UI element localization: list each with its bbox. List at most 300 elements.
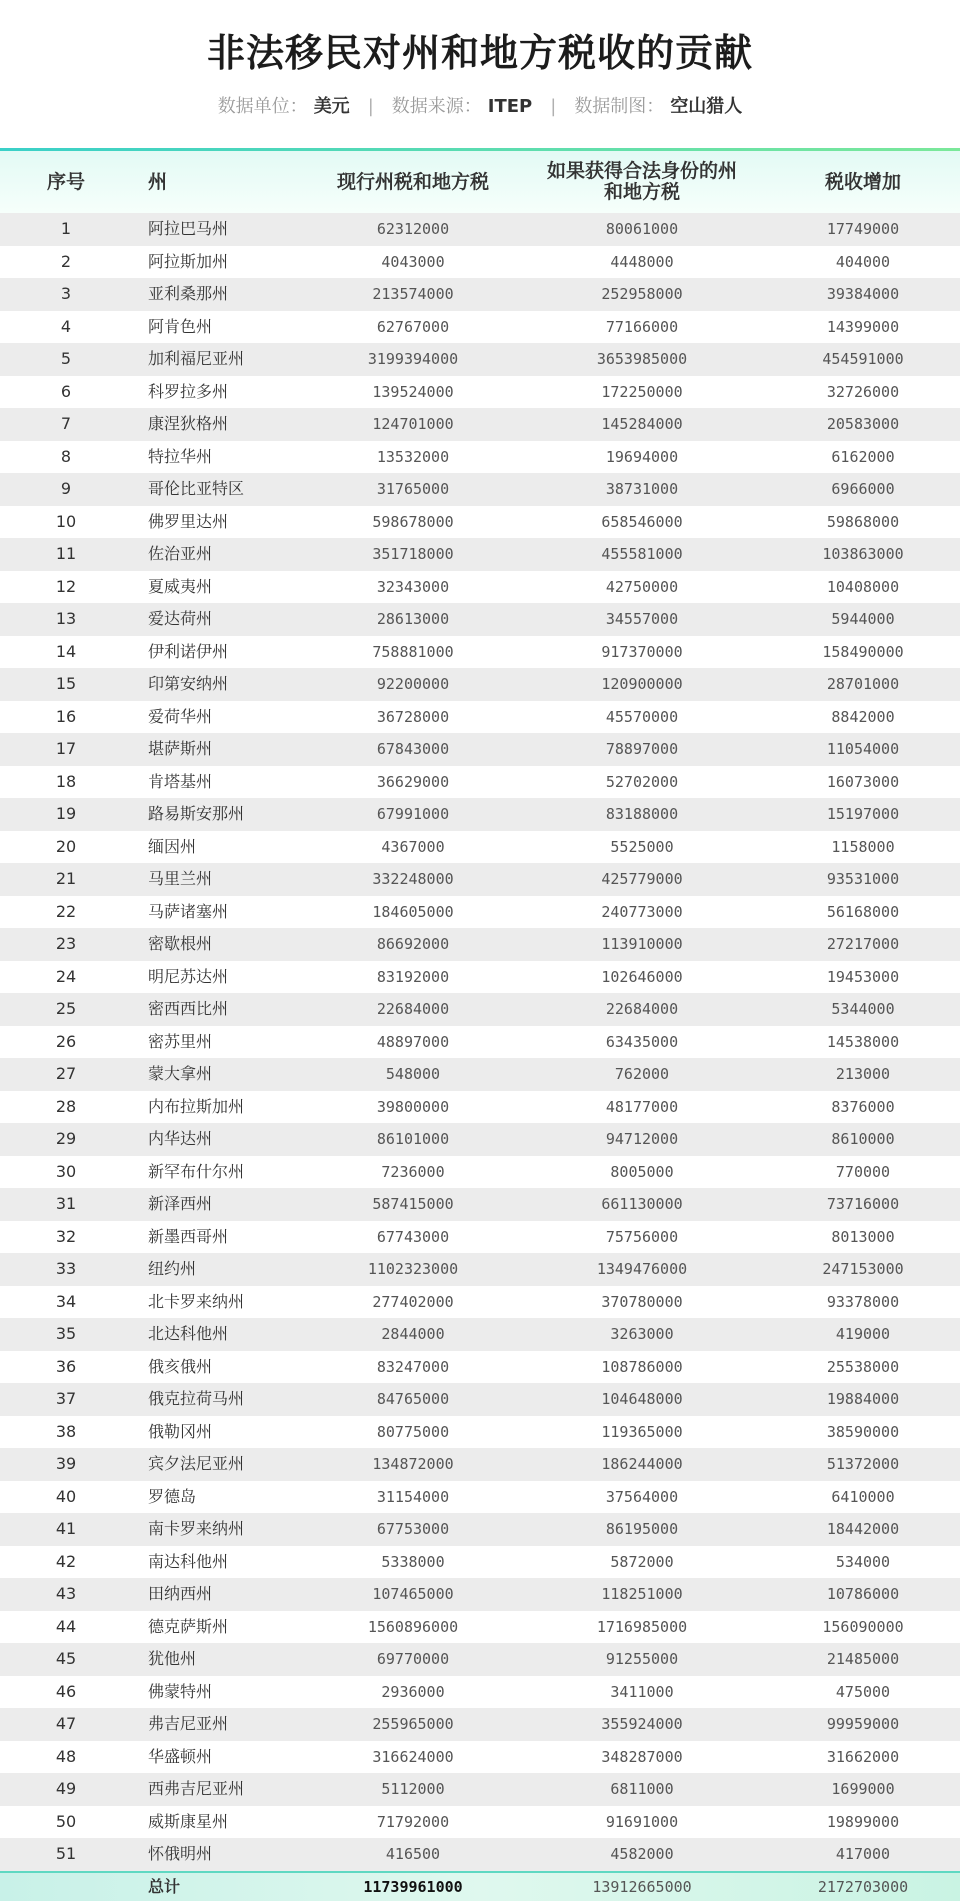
row-index: 17 xyxy=(55,739,77,758)
row-legal-tax: 77166000 xyxy=(605,317,679,336)
row-legal-tax: 94712000 xyxy=(605,1130,679,1148)
row-legal-tax: 186244000 xyxy=(601,1455,683,1473)
table-row xyxy=(0,538,960,571)
row-index: 38 xyxy=(55,1421,77,1441)
row-legal-tax: 355924000 xyxy=(601,1715,683,1733)
row-legal-tax: 661130000 xyxy=(601,1195,683,1213)
row-index: 50 xyxy=(55,1811,77,1831)
row-increase: 19453000 xyxy=(826,967,900,986)
row-increase: 10408000 xyxy=(826,577,900,596)
row-legal-tax: 38731000 xyxy=(605,480,679,498)
row-current-tax: 2936000 xyxy=(381,1682,445,1701)
row-state: 爱达荷州 xyxy=(148,609,213,628)
row-increase: 14538000 xyxy=(826,1032,900,1051)
row-legal-tax: 762000 xyxy=(614,1065,670,1083)
row-state: 内布拉斯加州 xyxy=(148,1096,245,1116)
row-index: 19 xyxy=(55,804,77,823)
row-legal-tax: 48177000 xyxy=(605,1097,679,1116)
row-index: 21 xyxy=(55,869,77,888)
table-row xyxy=(0,668,960,701)
row-index: 5 xyxy=(60,349,72,368)
row-increase: 11054000 xyxy=(826,740,900,758)
row-index: 11 xyxy=(55,544,77,563)
row-index: 24 xyxy=(55,966,77,986)
table-row xyxy=(0,1773,960,1806)
row-state: 犹他州 xyxy=(148,1649,197,1668)
row-legal-tax: 86195000 xyxy=(605,1520,679,1538)
table-row xyxy=(0,473,960,506)
table-row xyxy=(0,831,960,864)
table-row xyxy=(0,1741,960,1774)
row-legal-tax: 658546000 xyxy=(601,512,683,531)
row-increase: 1158000 xyxy=(831,837,895,856)
row-current-tax: 124701000 xyxy=(372,415,454,433)
row-legal-tax: 80061000 xyxy=(605,220,679,238)
row-index: 33 xyxy=(55,1259,77,1278)
row-state: 伊利诺伊州 xyxy=(148,641,229,661)
row-current-tax: 4043000 xyxy=(381,252,445,271)
row-legal-tax: 118251000 xyxy=(601,1585,683,1603)
row-current-tax: 69770000 xyxy=(376,1650,450,1668)
table-row xyxy=(0,1611,960,1644)
row-current-tax: 22684000 xyxy=(376,1000,450,1018)
row-current-tax: 134872000 xyxy=(372,1455,454,1473)
row-increase: 6966000 xyxy=(831,480,895,498)
row-current-tax: 67991000 xyxy=(376,805,450,823)
row-index: 10 xyxy=(55,511,77,531)
row-index: 40 xyxy=(55,1486,77,1506)
row-legal-tax: 425779000 xyxy=(601,870,683,888)
row-increase: 32726000 xyxy=(826,382,900,401)
row-increase: 18442000 xyxy=(826,1520,900,1538)
row-current-tax: 5112000 xyxy=(381,1780,445,1798)
row-state: 佛罗里达州 xyxy=(148,511,229,531)
row-state: 明尼苏达州 xyxy=(148,966,229,986)
total-legal: 13912665000 xyxy=(592,1878,692,1896)
table-body xyxy=(0,213,960,1871)
row-index: 30 xyxy=(55,1161,77,1181)
row-index: 15 xyxy=(55,674,77,693)
table-row xyxy=(0,213,960,246)
row-current-tax: 31765000 xyxy=(376,480,450,498)
row-current-tax: 255965000 xyxy=(372,1715,454,1733)
row-index: 36 xyxy=(55,1356,77,1376)
row-state: 密西西比州 xyxy=(148,999,229,1018)
row-increase: 19884000 xyxy=(826,1390,900,1408)
row-state: 田纳西州 xyxy=(148,1584,213,1603)
table-row xyxy=(0,1806,960,1839)
total-current: 11739961000 xyxy=(363,1878,463,1896)
row-state: 纽约州 xyxy=(148,1259,197,1278)
row-increase: 417000 xyxy=(835,1845,891,1863)
table-row xyxy=(0,1578,960,1611)
header-increase: 税收增加 xyxy=(824,170,901,193)
row-increase: 5944000 xyxy=(831,610,895,628)
row-current-tax: 62767000 xyxy=(376,317,450,336)
table-row xyxy=(0,1383,960,1416)
row-current-tax: 1102323000 xyxy=(367,1260,459,1278)
row-legal-tax: 102646000 xyxy=(601,967,683,986)
table-row xyxy=(0,603,960,636)
row-index: 6 xyxy=(60,381,72,401)
source-label: 数据来源： xyxy=(391,96,482,117)
table-row xyxy=(0,1188,960,1221)
row-state: 加利福尼亚州 xyxy=(148,349,245,368)
row-increase: 103863000 xyxy=(822,545,904,563)
row-state: 南卡罗来纳州 xyxy=(148,1519,245,1538)
maker-value: 空山猎人 xyxy=(670,96,743,117)
table-row xyxy=(0,1058,960,1091)
row-increase: 17749000 xyxy=(826,220,900,238)
table-row xyxy=(0,408,960,441)
row-current-tax: 32343000 xyxy=(376,577,450,596)
row-increase: 14399000 xyxy=(826,317,900,336)
table-row xyxy=(0,1221,960,1254)
row-index: 41 xyxy=(55,1519,77,1538)
row-increase: 56168000 xyxy=(826,902,900,921)
row-current-tax: 86692000 xyxy=(376,935,450,953)
row-current-tax: 28613000 xyxy=(376,610,450,628)
row-increase: 213000 xyxy=(835,1065,891,1083)
row-state: 俄亥俄州 xyxy=(148,1356,213,1376)
row-legal-tax: 4582000 xyxy=(610,1845,674,1863)
row-legal-tax: 78897000 xyxy=(605,740,679,758)
row-state: 路易斯安那州 xyxy=(148,804,245,823)
row-increase: 8013000 xyxy=(831,1227,895,1246)
row-legal-tax: 75756000 xyxy=(605,1227,679,1246)
table-row xyxy=(0,766,960,799)
row-index: 1 xyxy=(60,219,72,238)
row-state: 亚利桑那州 xyxy=(148,284,229,303)
row-legal-tax: 172250000 xyxy=(601,382,683,401)
table-row xyxy=(0,1416,960,1449)
row-index: 16 xyxy=(55,706,77,726)
row-index: 43 xyxy=(55,1584,77,1603)
row-legal-tax: 5525000 xyxy=(610,837,674,856)
row-current-tax: 587415000 xyxy=(372,1195,454,1213)
table-row xyxy=(0,1546,960,1579)
table-row xyxy=(0,1156,960,1189)
row-legal-tax: 19694000 xyxy=(605,447,679,466)
header-current-tax: 现行州税和地方税 xyxy=(336,170,489,193)
separator: | xyxy=(550,96,557,117)
row-state: 肯塔基州 xyxy=(148,771,213,791)
row-increase: 73716000 xyxy=(826,1195,900,1213)
row-current-tax: 92200000 xyxy=(376,675,450,693)
page-title: 非法移民对州和地方税收的贡献 xyxy=(206,31,753,75)
row-increase: 16073000 xyxy=(826,772,900,791)
row-legal-tax: 5872000 xyxy=(610,1552,674,1571)
row-increase: 10786000 xyxy=(826,1585,900,1603)
table-row xyxy=(0,1286,960,1319)
row-legal-tax: 348287000 xyxy=(601,1747,683,1766)
row-index: 34 xyxy=(55,1291,77,1311)
row-current-tax: 4367000 xyxy=(381,837,445,856)
separator: | xyxy=(367,96,374,117)
row-increase: 8610000 xyxy=(831,1130,895,1148)
row-index: 18 xyxy=(55,771,77,791)
source-value: ITEP xyxy=(487,96,533,117)
table-row xyxy=(0,1318,960,1351)
row-increase: 8376000 xyxy=(831,1097,895,1116)
row-current-tax: 67743000 xyxy=(376,1227,450,1246)
row-legal-tax: 63435000 xyxy=(605,1032,679,1051)
row-index: 7 xyxy=(60,414,72,433)
row-current-tax: 107465000 xyxy=(372,1585,454,1603)
row-state: 缅因州 xyxy=(148,836,197,856)
row-index: 47 xyxy=(55,1714,77,1733)
unit-value: 美元 xyxy=(313,96,350,117)
table-row xyxy=(0,246,960,279)
row-state: 俄克拉荷马州 xyxy=(148,1389,245,1408)
row-increase: 1699000 xyxy=(831,1780,895,1798)
row-state: 夏威夷州 xyxy=(148,576,213,596)
table-row xyxy=(0,1643,960,1676)
table-row xyxy=(0,1838,960,1871)
table-row xyxy=(0,311,960,344)
table-row xyxy=(0,993,960,1026)
table-row xyxy=(0,1513,960,1546)
table-row xyxy=(0,441,960,474)
row-index: 2 xyxy=(60,251,72,271)
table-row xyxy=(0,928,960,961)
row-current-tax: 5338000 xyxy=(381,1552,445,1571)
row-state: 爱荷华州 xyxy=(148,706,213,726)
header-legal-tax-text: 如果获得合法身份的州和地方税 xyxy=(547,160,738,203)
row-current-tax: 48897000 xyxy=(376,1032,450,1051)
row-index: 22 xyxy=(55,901,77,921)
table-row xyxy=(0,1351,960,1384)
row-legal-tax: 83188000 xyxy=(605,805,679,823)
row-current-tax: 1560896000 xyxy=(367,1617,459,1636)
row-legal-tax: 8005000 xyxy=(610,1162,674,1181)
row-state: 佐治亚州 xyxy=(148,544,213,563)
row-current-tax: 83247000 xyxy=(376,1357,450,1376)
row-increase: 20583000 xyxy=(826,415,900,433)
unit-label: 数据单位： xyxy=(217,96,308,117)
table-row xyxy=(0,636,960,669)
table-row xyxy=(0,961,960,994)
row-current-tax: 80775000 xyxy=(376,1422,450,1441)
table-row xyxy=(0,1708,960,1741)
table-row xyxy=(0,1091,960,1124)
row-state: 佛蒙特州 xyxy=(148,1681,213,1701)
row-increase: 93378000 xyxy=(826,1292,900,1311)
row-legal-tax: 34557000 xyxy=(605,610,679,628)
row-legal-tax: 104648000 xyxy=(601,1390,683,1408)
row-current-tax: 7236000 xyxy=(381,1162,445,1181)
row-increase: 59868000 xyxy=(826,512,900,531)
row-index: 9 xyxy=(60,479,72,498)
row-increase: 770000 xyxy=(835,1162,891,1181)
row-state: 马萨诸塞州 xyxy=(148,901,229,921)
row-state: 密歇根州 xyxy=(148,934,213,953)
row-current-tax: 3199394000 xyxy=(367,350,459,368)
row-index: 45 xyxy=(55,1649,77,1668)
table-row xyxy=(0,1026,960,1059)
header-index: 序号 xyxy=(46,170,85,193)
row-index: 13 xyxy=(55,609,77,628)
row-legal-tax: 42750000 xyxy=(605,577,679,596)
row-index: 31 xyxy=(55,1194,77,1213)
row-legal-tax: 119365000 xyxy=(601,1422,683,1441)
row-state: 蒙大拿州 xyxy=(148,1064,213,1083)
table-row xyxy=(0,798,960,831)
row-index: 20 xyxy=(55,836,77,856)
row-state: 新罕布什尔州 xyxy=(148,1161,245,1181)
table-row xyxy=(0,571,960,604)
row-current-tax: 67753000 xyxy=(376,1520,450,1538)
row-legal-tax: 455581000 xyxy=(601,545,683,563)
row-index: 35 xyxy=(55,1324,77,1343)
row-state: 北达科他州 xyxy=(148,1324,229,1343)
row-current-tax: 83192000 xyxy=(376,967,450,986)
total-increase: 2172703000 xyxy=(817,1878,909,1896)
table-row xyxy=(0,278,960,311)
row-current-tax: 277402000 xyxy=(372,1292,454,1311)
row-state: 堪萨斯州 xyxy=(148,739,213,758)
row-index: 44 xyxy=(55,1616,77,1636)
row-state: 俄勒冈州 xyxy=(148,1421,213,1441)
row-legal-tax: 45570000 xyxy=(605,707,679,726)
row-current-tax: 36629000 xyxy=(376,772,450,791)
table-row xyxy=(0,376,960,409)
row-index: 32 xyxy=(55,1226,77,1246)
row-state: 怀俄明州 xyxy=(148,1844,213,1863)
row-current-tax: 31154000 xyxy=(376,1487,450,1506)
table-row xyxy=(0,896,960,929)
row-legal-tax: 120900000 xyxy=(601,675,683,693)
table-row xyxy=(0,1448,960,1481)
row-index: 26 xyxy=(55,1031,77,1051)
row-increase: 419000 xyxy=(835,1325,891,1343)
row-current-tax: 213574000 xyxy=(372,285,454,303)
row-current-tax: 13532000 xyxy=(376,447,450,466)
row-increase: 6410000 xyxy=(831,1487,895,1506)
row-index: 37 xyxy=(55,1389,77,1408)
row-state: 密苏里州 xyxy=(148,1031,213,1051)
row-current-tax: 86101000 xyxy=(376,1130,450,1148)
row-legal-tax: 917370000 xyxy=(601,642,683,661)
row-legal-tax: 252958000 xyxy=(601,285,683,303)
row-current-tax: 332248000 xyxy=(372,870,454,888)
row-increase: 6162000 xyxy=(831,447,895,466)
row-index: 4 xyxy=(60,316,72,336)
row-legal-tax: 37564000 xyxy=(605,1487,679,1506)
row-state: 内华达州 xyxy=(148,1129,213,1148)
row-increase: 31662000 xyxy=(826,1747,900,1766)
row-increase: 15197000 xyxy=(826,805,900,823)
row-legal-tax: 1716985000 xyxy=(596,1617,688,1636)
header-legal-tax xyxy=(518,151,766,213)
row-index: 14 xyxy=(55,641,77,661)
row-increase: 38590000 xyxy=(826,1422,900,1441)
row-current-tax: 139524000 xyxy=(372,382,454,401)
row-state: 新泽西州 xyxy=(148,1194,213,1213)
row-increase: 25538000 xyxy=(826,1357,900,1376)
row-increase: 5344000 xyxy=(831,1000,895,1018)
row-increase: 8842000 xyxy=(831,707,895,726)
row-state: 新墨西哥州 xyxy=(148,1226,229,1246)
row-current-tax: 184605000 xyxy=(372,902,454,921)
header-state: 州 xyxy=(148,170,168,193)
row-index: 8 xyxy=(60,446,72,466)
row-state: 威斯康星州 xyxy=(148,1811,229,1831)
table-header xyxy=(0,151,960,213)
row-state: 康涅狄格州 xyxy=(148,414,229,433)
row-current-tax: 351718000 xyxy=(372,545,454,563)
row-index: 3 xyxy=(60,284,72,303)
table-row xyxy=(0,733,960,766)
row-current-tax: 71792000 xyxy=(376,1812,450,1831)
row-legal-tax: 113910000 xyxy=(601,935,683,953)
row-current-tax: 548000 xyxy=(385,1065,441,1083)
row-state: 特拉华州 xyxy=(148,446,213,466)
row-increase: 156090000 xyxy=(822,1617,904,1636)
row-index: 49 xyxy=(55,1779,77,1798)
row-legal-tax: 370780000 xyxy=(601,1292,683,1311)
table-row xyxy=(0,701,960,734)
row-state: 罗德岛 xyxy=(148,1486,197,1506)
table-row xyxy=(0,506,960,539)
row-state: 阿拉斯加州 xyxy=(148,251,229,271)
row-legal-tax: 22684000 xyxy=(605,1000,679,1018)
total-row xyxy=(0,1871,960,1901)
row-index: 46 xyxy=(55,1681,77,1701)
row-current-tax: 416500 xyxy=(385,1845,441,1863)
table-row xyxy=(0,1123,960,1156)
row-state: 弗吉尼亚州 xyxy=(148,1714,229,1733)
row-current-tax: 62312000 xyxy=(376,220,450,238)
row-state: 阿肯色州 xyxy=(148,316,213,336)
row-legal-tax: 3653985000 xyxy=(596,350,688,368)
row-state: 西弗吉尼亚州 xyxy=(148,1779,245,1798)
row-legal-tax: 6811000 xyxy=(610,1780,674,1798)
row-legal-tax: 4448000 xyxy=(610,252,674,271)
total-label: 总计 xyxy=(148,1877,181,1896)
row-legal-tax: 3411000 xyxy=(610,1682,674,1701)
row-state: 哥伦比亚特区 xyxy=(148,479,245,498)
row-increase: 158490000 xyxy=(822,642,904,661)
row-legal-tax: 3263000 xyxy=(610,1325,674,1343)
maker-label: 数据制图： xyxy=(574,96,665,117)
row-current-tax: 758881000 xyxy=(372,642,454,661)
row-legal-tax: 91691000 xyxy=(605,1812,679,1831)
row-increase: 27217000 xyxy=(826,935,900,953)
row-legal-tax: 91255000 xyxy=(605,1650,679,1668)
row-legal-tax: 1349476000 xyxy=(596,1260,688,1278)
row-state: 南达科他州 xyxy=(148,1551,229,1571)
table-row xyxy=(0,1676,960,1709)
row-index: 23 xyxy=(55,934,77,953)
row-increase: 28701000 xyxy=(826,675,900,693)
row-state: 阿拉巴马州 xyxy=(148,219,229,238)
row-increase: 534000 xyxy=(835,1552,891,1571)
row-index: 28 xyxy=(55,1096,77,1116)
row-index: 51 xyxy=(55,1844,77,1863)
table-row xyxy=(0,1253,960,1286)
row-current-tax: 67843000 xyxy=(376,740,450,758)
table-row xyxy=(0,1481,960,1514)
row-increase: 21485000 xyxy=(826,1650,900,1668)
row-increase: 99959000 xyxy=(826,1715,900,1733)
row-index: 39 xyxy=(55,1454,77,1473)
row-index: 25 xyxy=(55,999,77,1018)
row-increase: 404000 xyxy=(835,252,891,271)
row-increase: 93531000 xyxy=(826,870,900,888)
row-current-tax: 2844000 xyxy=(381,1325,445,1343)
subtitle xyxy=(0,92,960,118)
